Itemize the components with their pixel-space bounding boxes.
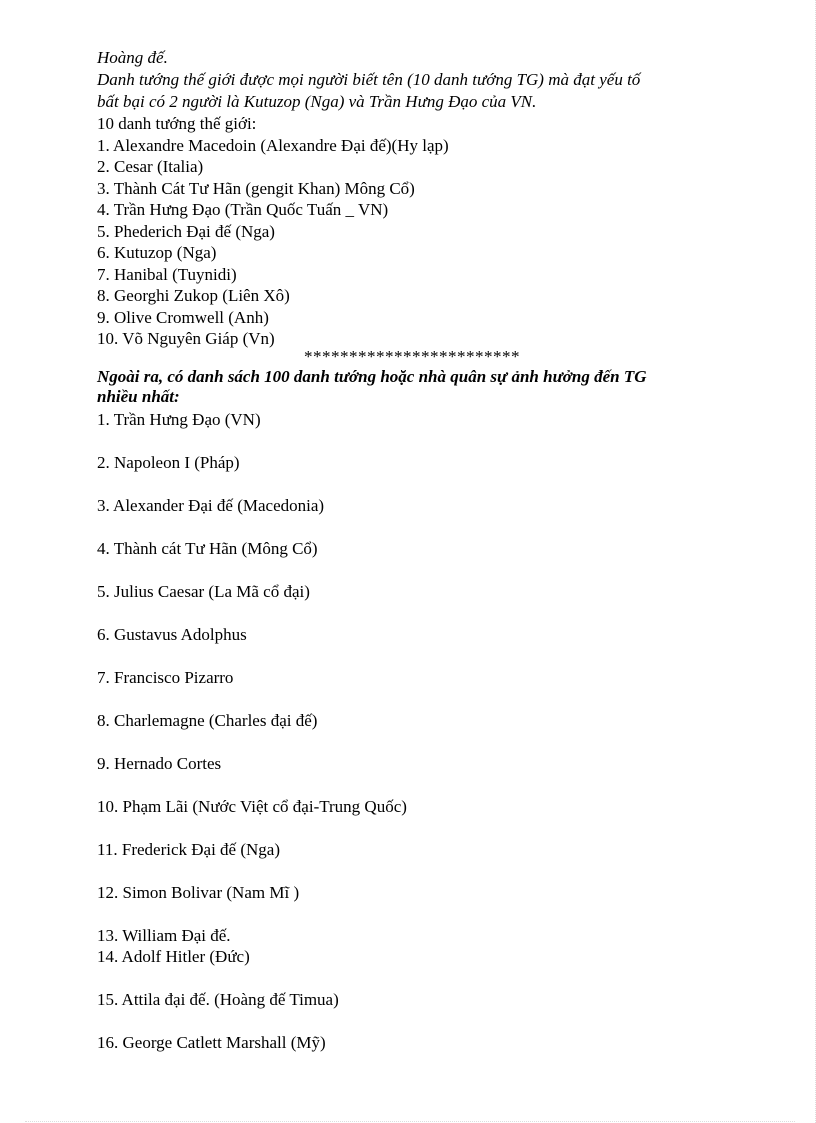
list-item: 4. Thành cát Tư Hãn (Mông Cổ) — [97, 538, 318, 558]
list-item: 4. Trần Hưng Đạo (Trần Quốc Tuấn _ VN) — [97, 200, 389, 219]
list-item: 5. Phederich Đại đế (Nga) — [97, 221, 275, 241]
intro-line: Hoàng đế. — [97, 48, 168, 67]
list-item: 3. Thành Cát Tư Hãn (gengit Khan) Mông Cổ) — [97, 178, 415, 198]
list-item: 10. Phạm Lãi (Nước Việt cổ đại-Trung Quốc) — [97, 796, 407, 816]
list-item: 8. Georghi Zukop (Liên Xô) — [97, 286, 290, 305]
list-item: 1. Alexandre Macedoin (Alexandre Đại đế)(Hy lạp) — [97, 135, 449, 155]
list-item: 9. Hernado Cortes — [97, 753, 222, 773]
list-item: 8. Charlemagne (Charles đại đế) — [97, 710, 318, 730]
list-item: 2. Napoleon I (Pháp) — [97, 452, 240, 472]
page-edge-bottom — [25, 1121, 795, 1122]
list-item: 11. Frederick Đại đế (Nga) — [97, 839, 280, 859]
heading-line: Ngoài ra, có danh sách 100 danh tướng hoặc nhà quân sự ảnh hưởng đến TG — [97, 366, 647, 386]
list-item: 9. Olive Cromwell (Anh) — [97, 307, 269, 327]
list-item: 1. Trần Hưng Đạo (VN) — [97, 409, 261, 429]
list-item: 14. Adolf Hitler (Đức) — [97, 946, 250, 966]
list-item: 3. Alexander Đại đế (Macedonia) — [97, 495, 325, 515]
intro-line: bất bại có 2 người là Kutuzop (Nga) và Trần Hưng Đạo của VN. — [97, 92, 537, 111]
top10-section — [97, 113, 737, 350]
list-item: 13. William Đại đế. — [97, 925, 231, 945]
list-item: 7. Francisco Pizarro — [97, 667, 234, 687]
list-item: 6. Kutuzop (Nga) — [97, 243, 217, 262]
top10-title: 10 danh tướng thế giới: — [97, 114, 257, 133]
top100-list — [97, 409, 737, 1075]
top100-heading — [97, 367, 737, 407]
list-item: 5. Julius Caesar (La Mã cổ đại) — [97, 581, 310, 601]
list-item: 12. Simon Bolivar (Nam Mĩ ) — [97, 882, 300, 902]
list-item: 7. Hanibal (Tuynidi) — [97, 264, 237, 284]
list-item: 6. Gustavus Adolphus — [97, 624, 247, 644]
heading-line: nhiều nhất: — [97, 386, 180, 406]
intro-paragraph — [97, 47, 737, 113]
list-item: 2. Cesar (Italia) — [97, 157, 204, 176]
list-item: 10. Võ Nguyên Giáp (Vn) — [97, 329, 275, 348]
intro-line: Danh tướng thế giới được mọi người biết tên (10 danh tướng TG) mà đạt yếu tố — [97, 70, 641, 89]
list-item: 15. Attila đại đế. (Hoàng đế Timua) — [97, 989, 339, 1009]
separator: ************************ — [304, 346, 520, 366]
list-item: 16. George Catlett Marshall (Mỹ) — [97, 1032, 326, 1052]
document-body — [97, 47, 737, 1075]
